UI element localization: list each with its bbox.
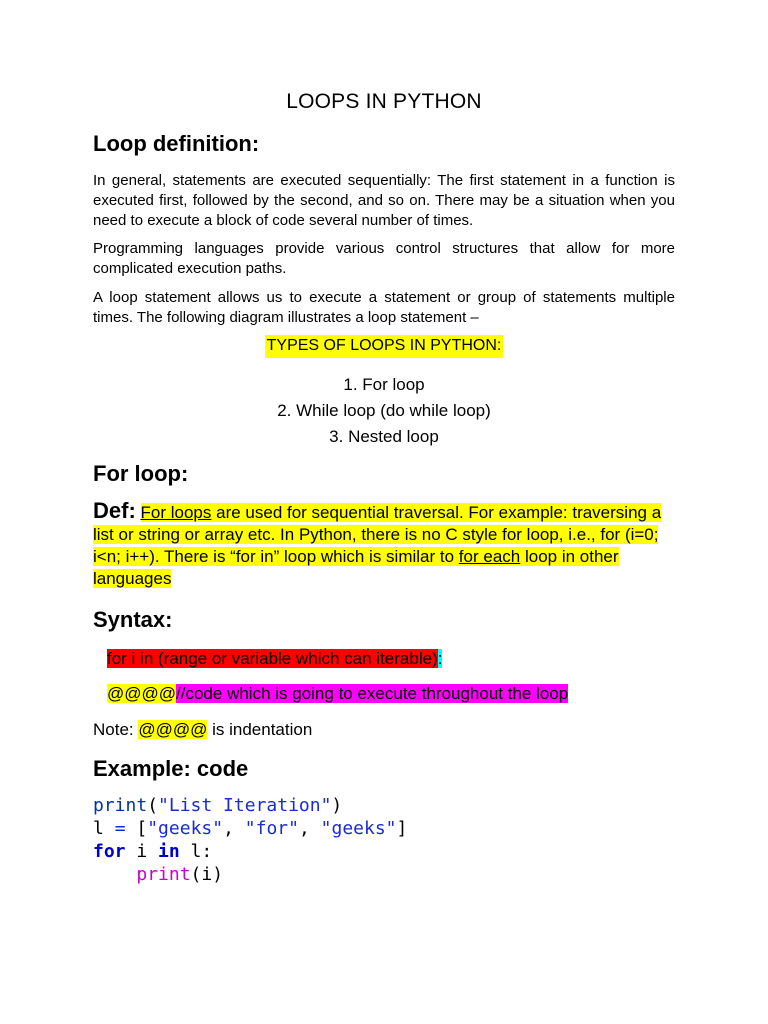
paragraph-control-structures: Programming languages provide various control structures that allow for more complicated execution paths. — [93, 240, 675, 277]
code-string: "for" — [244, 818, 299, 839]
code-indent — [93, 864, 136, 885]
code-args: (i) — [190, 864, 224, 885]
note-suffix: is indentation — [207, 720, 313, 739]
code-var: i — [125, 841, 159, 862]
code-string: "geeks" — [147, 818, 224, 839]
code-var: l: — [179, 841, 213, 862]
note-marker: @@@@ — [138, 720, 208, 739]
for-loop-definition — [93, 500, 668, 590]
loop-definition-heading: Loop definition: — [93, 131, 260, 156]
code-string: "List Iteration" — [158, 795, 332, 816]
def-text: are used for sequential traversal. For example: traversing a list or string or array etc. In Python, there is no C style for loop, i.e., for (i=0; i<n; i++). There is “for in” loop which is similar to — [93, 503, 662, 566]
note-prefix: Note: — [93, 720, 139, 739]
syntax-for-statement: for i in (range or variable which can iterable) — [107, 649, 438, 668]
code-block — [93, 794, 407, 886]
code-print: print — [136, 864, 191, 885]
example-heading: Example: code — [93, 756, 249, 781]
code-keyword-for: for — [93, 841, 126, 862]
def-label: Def: — [93, 498, 136, 523]
note-line — [93, 718, 312, 742]
list-item: 1. For loop — [343, 375, 425, 394]
syntax-line-2 — [107, 682, 568, 706]
code-bracket: ] — [396, 818, 408, 839]
code-var: l — [93, 818, 115, 839]
page-title: LOOPS IN PYTHON — [286, 90, 482, 113]
code-print: print — [93, 795, 148, 816]
code-comma: , — [223, 818, 245, 839]
list-item: 2. While loop (do while loop) — [277, 401, 491, 420]
paragraph-intro: In general, statements are executed sequentially: The first statement in a function is executed first, followed by the second, and so on. There may be a situation when you need to execute a block of code several number of times. — [93, 172, 675, 229]
syntax-colon: : — [437, 649, 443, 668]
for-loop-heading: For loop: — [93, 461, 189, 486]
code-paren: ) — [331, 795, 343, 816]
loop-types-list — [0, 372, 768, 450]
syntax-line-1 — [107, 647, 442, 671]
def-text-end: loop in other languages — [93, 547, 619, 588]
code-operator: = — [114, 818, 126, 839]
code-keyword-in: in — [158, 841, 180, 862]
types-heading-wrap — [0, 337, 768, 355]
code-string: "geeks" — [320, 818, 397, 839]
syntax-body-comment: //code which is going to execute throughout the loop — [176, 684, 569, 703]
for-each-link-text: for each — [458, 547, 521, 566]
code-comma: , — [298, 818, 321, 839]
paragraph-loop-statement: A loop statement allows us to execute a statement or group of statements multiple times. The following diagram illustrates a loop statement – — [93, 289, 675, 326]
for-loops-link-text: For loops — [140, 503, 212, 522]
syntax-indent-marker: @@@@ — [107, 684, 177, 703]
types-heading: TYPES OF LOOPS IN PYTHON: — [265, 335, 504, 358]
list-item: 3. Nested loop — [329, 427, 439, 446]
code-paren: ( — [147, 795, 159, 816]
syntax-heading: Syntax: — [93, 607, 173, 632]
code-bracket: [ — [125, 818, 148, 839]
